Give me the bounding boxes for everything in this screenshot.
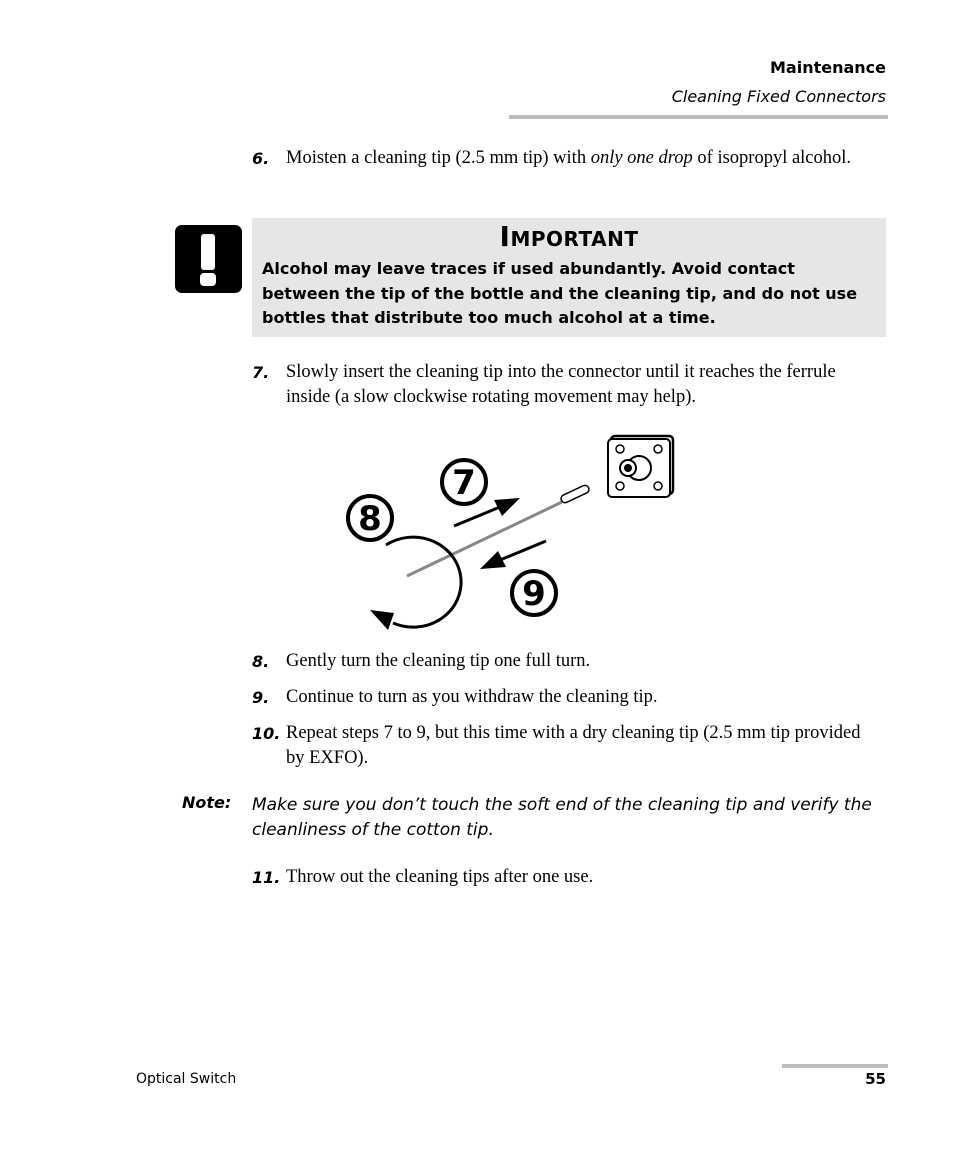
step-number: 9. xyxy=(252,688,270,707)
rotate-arrow xyxy=(370,537,461,630)
label-8-text: 8 xyxy=(358,499,382,539)
step-text: Throw out the cleaning tips after one use. xyxy=(286,867,594,887)
step-8 xyxy=(252,649,872,674)
footer-rule xyxy=(782,1064,888,1068)
footer-product: Optical Switch xyxy=(136,1071,237,1087)
step-number: 10. xyxy=(252,724,281,743)
note-label: Note: xyxy=(182,793,232,812)
label-8 xyxy=(348,496,392,540)
step-number: 11. xyxy=(252,868,281,887)
cleaning-diagram xyxy=(340,430,685,635)
withdraw-arrow xyxy=(480,541,546,569)
step-text-emphasis: only one drop xyxy=(590,148,693,168)
connector-icon xyxy=(608,436,673,497)
header-subtitle: Cleaning Fixed Connectors xyxy=(671,87,886,106)
header-title: Maintenance xyxy=(769,58,886,77)
step-text-pre: Moisten a cleaning tip (2.5 mm tip) with xyxy=(286,148,591,168)
step-text: Repeat steps 7 to 9, but this time with a dry cleaning tip (2.5 mm tip provided by EXFO). xyxy=(286,723,861,768)
label-7-text: 7 xyxy=(452,463,476,503)
label-7 xyxy=(442,460,486,504)
step-6 xyxy=(252,146,872,171)
important-body: Alcohol may leave traces if used abundantly. Avoid contact between the tip of the bottle and the cleaning tip, and do not use bottles that distribute too much alcohol at a time. xyxy=(262,259,858,327)
page-number: 55 xyxy=(865,1070,886,1088)
header-rule xyxy=(509,115,888,119)
step-text: Slowly insert the cleaning tip into the connector until it reaches the ferrule inside (a slow clockwise rotating movement may help). xyxy=(286,362,836,407)
step-number: 8. xyxy=(252,652,270,671)
step-9 xyxy=(252,685,872,710)
step-11 xyxy=(252,865,872,890)
step-text xyxy=(286,146,872,171)
step-text-post: of isopropyl alcohol. xyxy=(692,148,852,168)
note-text: Make sure you don’t touch the soft end of the cleaning tip and verify the cleanliness of the cotton tip. xyxy=(252,795,872,840)
step-10 xyxy=(252,721,872,771)
label-9-text: 9 xyxy=(522,574,546,614)
step-text: Gently turn the cleaning tip one full turn. xyxy=(286,651,591,671)
step-number: 7. xyxy=(252,363,270,382)
step-text: Continue to turn as you withdraw the cleaning tip. xyxy=(286,687,658,707)
important-title: Important xyxy=(499,220,639,253)
exclamation-icon xyxy=(175,225,242,293)
label-9 xyxy=(512,571,556,615)
step-number: 6. xyxy=(252,149,270,168)
step-7 xyxy=(252,360,872,410)
